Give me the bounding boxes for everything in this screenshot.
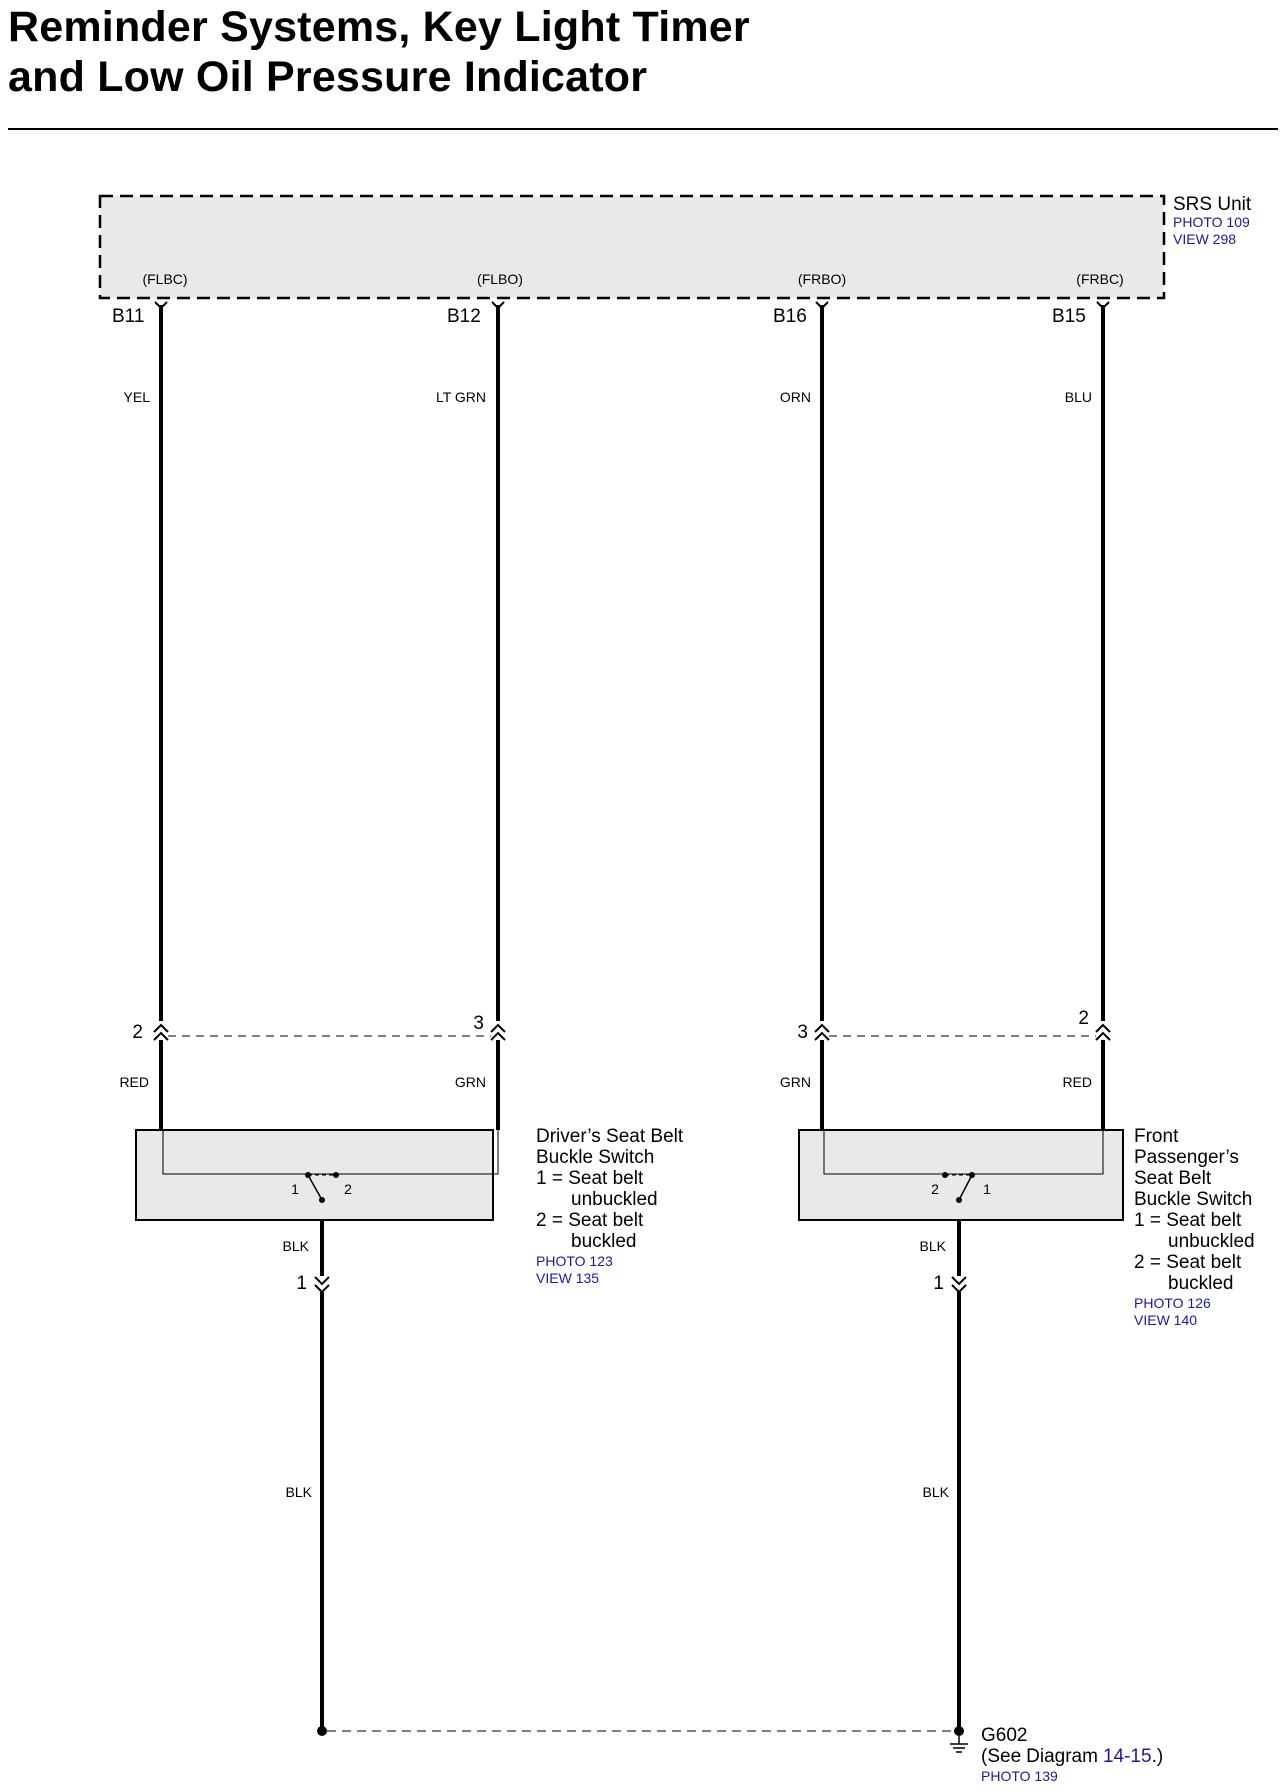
pin-b11: B11	[112, 306, 145, 327]
passenger-note-1b: unbuckled	[1168, 1231, 1255, 1252]
ground-diagram-link[interactable]: 14-15	[1102, 1746, 1152, 1767]
srs-unit-view-link[interactable]: VIEW 298	[1173, 231, 1237, 247]
driver-contact-2-label: 2	[344, 1181, 352, 1197]
passenger-switch-name-4: Buckle Switch	[1134, 1189, 1253, 1210]
driver-note-2b: buckled	[571, 1231, 637, 1252]
ground-see-suffix: .)	[1151, 1746, 1164, 1767]
srs-terminal-marks	[155, 302, 1109, 308]
driver-switch-name-1: Driver’s Seat Belt	[536, 1126, 684, 1147]
srs-unit-photo-link[interactable]: PHOTO 109	[1173, 214, 1250, 230]
ground-see-prefix: (See	[981, 1746, 1022, 1767]
driver-note-1b: unbuckled	[571, 1189, 658, 1210]
connector-passenger-ground	[952, 1277, 966, 1292]
driver-pin-2: 2	[132, 1022, 143, 1043]
wire-label-yel: YEL	[123, 389, 150, 405]
switch-connectors	[154, 1025, 1110, 1040]
driver-pin-3: 3	[473, 1013, 484, 1034]
passenger-contact-2-label: 2	[931, 1181, 939, 1197]
passenger-view-link[interactable]: VIEW 140	[1134, 1312, 1198, 1328]
wire-label-grn-driver: GRN	[454, 1074, 486, 1090]
wire-label-orn: ORN	[779, 389, 811, 405]
passenger-pin-2: 2	[1078, 1008, 1089, 1029]
ground-junction-passenger	[954, 1726, 964, 1736]
wire-label-red-driver: RED	[119, 1074, 149, 1090]
title-line-1: Reminder Systems, Key Light Timer	[8, 3, 750, 51]
driver-contact-2	[333, 1172, 339, 1178]
passenger-seat-belt-switch	[799, 1126, 1255, 1328]
ground-see-diagram: Diagram	[1026, 1746, 1098, 1767]
title-line-2: and Low Oil Pressure Indicator	[8, 53, 648, 101]
driver-switch-box	[136, 1130, 493, 1220]
passenger-switch-name-3: Seat Belt	[1134, 1168, 1212, 1189]
driver-contact-1-label: 1	[291, 1181, 299, 1197]
driver-view-link[interactable]: VIEW 135	[536, 1270, 600, 1286]
passenger-contact-1-label: 1	[983, 1181, 991, 1197]
passenger-photo-link[interactable]: PHOTO 126	[1134, 1295, 1211, 1311]
wire-label-blk-driver: BLK	[282, 1238, 309, 1254]
driver-switch-name-2: Buckle Switch	[536, 1147, 655, 1168]
pin-b12: B12	[447, 306, 481, 327]
ground-see-reference	[981, 1746, 1163, 1767]
srs-unit-label: SRS Unit	[1173, 194, 1252, 215]
passenger-note-1a: 1 = Seat belt	[1134, 1210, 1242, 1231]
passenger-note-2b: buckled	[1168, 1273, 1234, 1294]
wire-label-grn-passenger: GRN	[779, 1074, 811, 1090]
upper-wires	[161, 305, 1103, 1021]
pin-b15: B15	[1052, 306, 1086, 327]
wire-label-blk-driver-lower: BLK	[285, 1484, 312, 1500]
ground-connectors	[315, 1277, 966, 1292]
signal-flbc: (FLBC)	[142, 271, 188, 287]
connector-driver-3	[491, 1025, 505, 1040]
driver-note-1a: 1 = Seat belt	[536, 1168, 644, 1189]
pin-b16: B16	[773, 306, 807, 327]
driver-seat-belt-switch	[136, 1126, 684, 1286]
srs-unit-box	[100, 196, 1164, 298]
connector-passenger-3	[815, 1025, 829, 1040]
srs-unit	[100, 194, 1252, 298]
ground-wires	[322, 1220, 959, 1730]
signal-frbc: (FRBC)	[1076, 271, 1124, 287]
driver-photo-link[interactable]: PHOTO 123	[536, 1253, 613, 1269]
wire-label-blk-passenger: BLK	[919, 1238, 946, 1254]
signal-flbo: (FLBO)	[477, 271, 523, 287]
passenger-note-2a: 2 = Seat belt	[1134, 1252, 1242, 1273]
switch-feed-wires	[161, 1040, 1103, 1130]
connector-driver-ground	[315, 1277, 329, 1292]
connector-driver-2	[154, 1025, 168, 1040]
driver-ground-pin: 1	[296, 1273, 307, 1294]
passenger-ground-pin: 1	[933, 1273, 944, 1294]
wire-label-lt-grn: LT GRN	[435, 389, 486, 405]
wire-label-blu: BLU	[1064, 389, 1092, 405]
signal-frbo: (FRBO)	[797, 271, 847, 287]
wire-label-red-passenger: RED	[1062, 1074, 1092, 1090]
connector-passenger-2	[1096, 1025, 1110, 1040]
wire-label-blk-passenger-lower: BLK	[922, 1484, 949, 1500]
ground-g602	[317, 1725, 1163, 1784]
passenger-contact-2	[942, 1172, 948, 1178]
ground-name: G602	[981, 1725, 1028, 1746]
passenger-switch-name-2: Passenger’s	[1134, 1147, 1239, 1168]
ground-photo-link[interactable]: PHOTO 139	[981, 1768, 1058, 1784]
driver-note-2a: 2 = Seat belt	[536, 1210, 644, 1231]
passenger-switch-name-1: Front	[1134, 1126, 1179, 1147]
ground-junction-driver	[317, 1726, 327, 1736]
passenger-pin-3: 3	[797, 1022, 808, 1043]
